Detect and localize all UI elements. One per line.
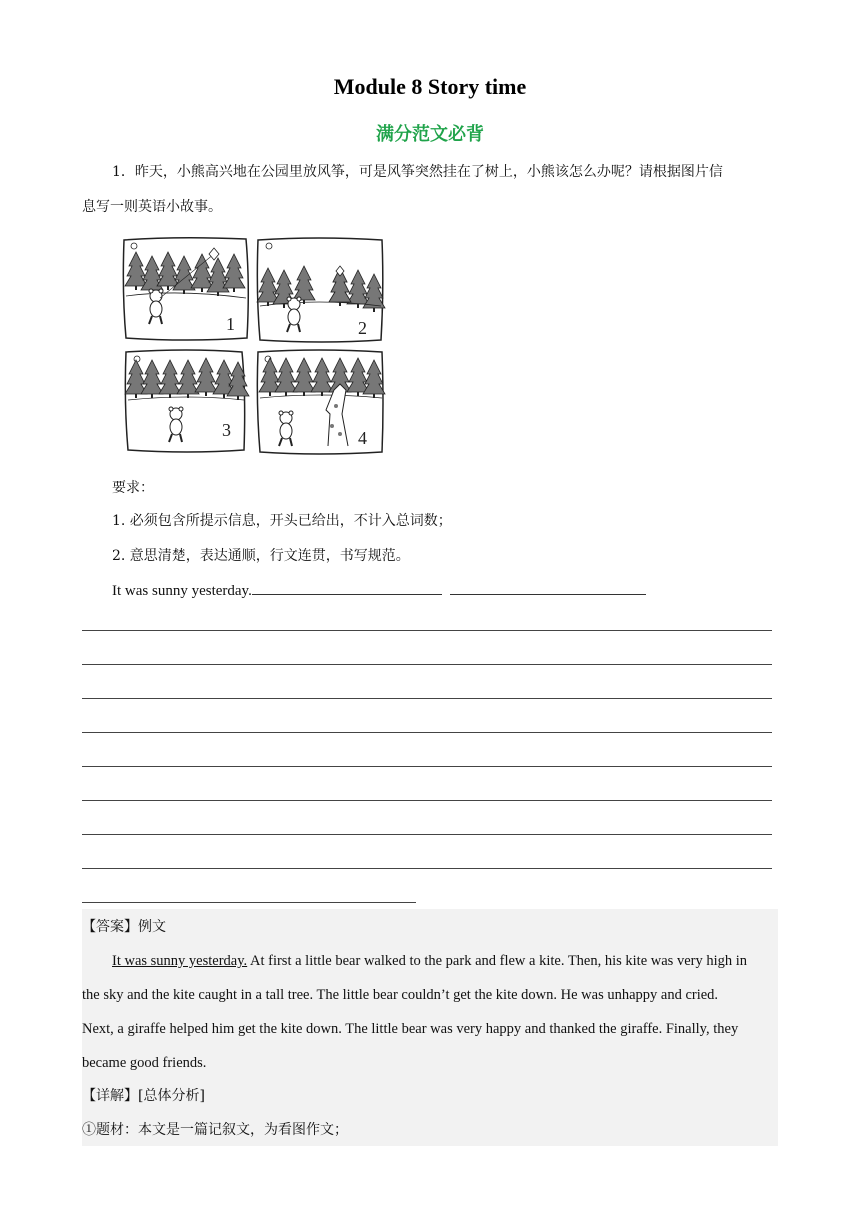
comic-strip-image: [118, 234, 386, 456]
answer-line-2: the sky and the kite caught in a tall tree. The little bear couldn’t get the kite down. He was unhappy and cried.: [82, 987, 719, 1003]
answer-line-4: became good friends.: [82, 1055, 207, 1071]
writing-line[interactable]: [82, 630, 772, 631]
answer-opening: It was sunny yesterday.: [112, 953, 248, 969]
answer-label: 【答案】例文: [82, 919, 166, 935]
detail-label: 【详解】[总体分析]: [82, 1088, 205, 1104]
requirements-heading: 要求：: [112, 480, 154, 496]
detail-item-1: ①题材：本文是一篇记叙文，为看图作文；: [82, 1122, 348, 1138]
writing-line[interactable]: [82, 800, 772, 801]
requirement-1: 1. 必须包含所提示信息，开头已给出，不计入总词数；: [112, 513, 452, 529]
writing-line[interactable]: [82, 664, 772, 665]
writing-line-short[interactable]: [82, 902, 416, 903]
svg-text:1: 1: [226, 314, 235, 334]
question-line-2: 息写一则英语小故事。: [82, 199, 222, 215]
comic-panel-2: [257, 238, 385, 342]
writing-blank-2[interactable]: [450, 580, 646, 595]
comic-panel-4: [257, 350, 385, 454]
writing-line[interactable]: [82, 766, 772, 767]
writing-line[interactable]: [82, 732, 772, 733]
svg-text:2: 2: [358, 318, 367, 338]
writing-line[interactable]: [82, 868, 772, 869]
answer-line-1: [112, 951, 808, 971]
requirement-2: 2. 意思清楚，表达通顺，行文连贯，书写规范。: [112, 548, 410, 564]
comic-panel-1: [123, 238, 248, 340]
svg-text:4: 4: [358, 428, 367, 448]
writing-line[interactable]: [82, 698, 772, 699]
page-subtitle: 满分范文必背: [376, 124, 484, 145]
writing-blank-1[interactable]: [252, 580, 442, 595]
question-line-1: 1．昨天，小熊高兴地在公园里放风筝，可是风筝突然挂在了树上，小熊该怎么办呢？请根据图片信: [112, 164, 723, 180]
page-title: Module 8 Story time: [333, 74, 527, 99]
svg-text:3: 3: [222, 420, 231, 440]
writing-line[interactable]: [82, 834, 772, 835]
writing-start-line: [112, 580, 812, 601]
writing-start-text: It was sunny yesterday.: [112, 583, 252, 599]
answer-line-1-rest: At first a little bear walked to the park and flew a kite. Then, his kite was very high in: [247, 953, 748, 969]
answer-line-3: Next, a giraffe helped him get the kite down. The little bear was very happy and thanked the giraffe. Finally, they: [82, 1021, 739, 1037]
comic-panel-3: [125, 350, 249, 452]
